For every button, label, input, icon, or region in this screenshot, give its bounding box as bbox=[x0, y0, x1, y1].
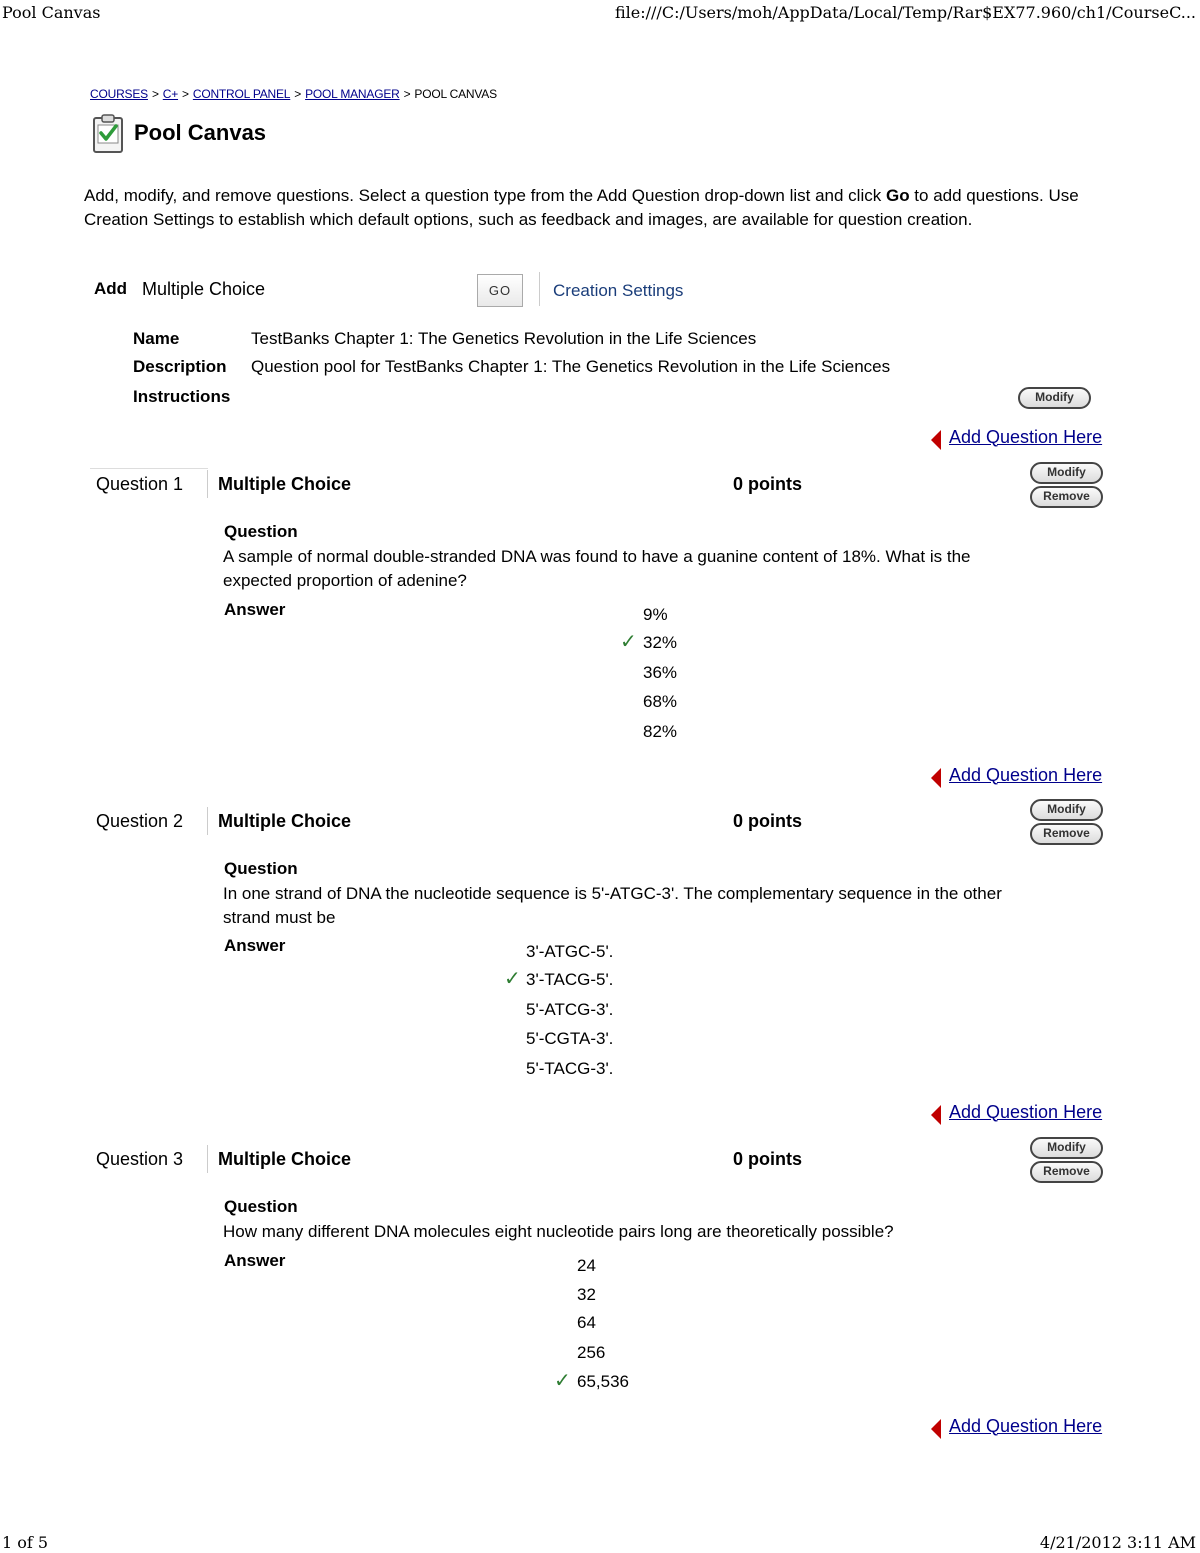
answer-option: 9% bbox=[643, 605, 668, 624]
answer-label: Answer bbox=[224, 936, 286, 955]
print-footer-page: 1 of 5 bbox=[2, 1533, 49, 1552]
add-question-here-link[interactable]: Add Question Here bbox=[949, 1101, 1103, 1122]
question-type-select[interactable]: Multiple Choice bbox=[142, 279, 266, 299]
add-question-here[interactable] bbox=[931, 1413, 1102, 1439]
breadcrumb-separator: > bbox=[294, 87, 302, 101]
question-points: 0 points bbox=[733, 474, 803, 494]
pool-description-value: Question pool for TestBanks Chapter 1: The Genetics Revolution in the Life Sciences bbox=[251, 357, 891, 376]
answer-option-correct: 65,536 bbox=[577, 1372, 629, 1391]
instructions-text-post: to add questions. Use Creation Settings to establish which default options, such as feedback and images, are available for question creation. bbox=[84, 186, 1079, 229]
question-type: Multiple Choice bbox=[218, 811, 352, 831]
question-remove-button[interactable]: Remove bbox=[1030, 823, 1103, 845]
clipboard-check-icon bbox=[92, 114, 122, 152]
answer-option: 64 bbox=[577, 1313, 596, 1332]
question-header-rule bbox=[90, 468, 208, 469]
instructions-text-pre: Add, modify, and remove questions. Select a question type from the Add Question drop-down list and click bbox=[84, 186, 886, 205]
breadcrumb-separator: > bbox=[151, 87, 159, 101]
answer-option: 24 bbox=[577, 1256, 596, 1275]
breadcrumb-current: POOL CANVAS bbox=[414, 87, 497, 101]
question-header-divider bbox=[207, 807, 208, 835]
pool-name-value: TestBanks Chapter 1: The Genetics Revolution in the Life Sciences bbox=[251, 329, 757, 348]
question-modify-button[interactable]: Modify bbox=[1030, 799, 1103, 821]
add-question-here[interactable] bbox=[931, 424, 1102, 450]
red-arrow-left-icon bbox=[931, 768, 941, 788]
pool-instructions-label: Instructions bbox=[133, 387, 231, 406]
question-points: 0 points bbox=[733, 811, 803, 831]
go-button[interactable]: GO bbox=[477, 274, 523, 307]
question-text: A sample of normal double-stranded DNA was found to have a guanine content of 18%. What is the expected proportion of adenine? bbox=[223, 547, 971, 590]
add-question-here-link[interactable]: Add Question Here bbox=[949, 764, 1103, 785]
red-arrow-left-icon bbox=[931, 1419, 941, 1439]
answer-option: 68% bbox=[643, 692, 678, 711]
breadcrumb bbox=[90, 87, 497, 101]
question-label: Question bbox=[224, 859, 298, 878]
answer-option: 5'-TACG-3'. bbox=[526, 1059, 614, 1078]
page-title: Pool Canvas bbox=[134, 120, 267, 145]
pool-name-label: Name bbox=[133, 329, 180, 348]
answer-option: 36% bbox=[643, 663, 678, 682]
instructions-go-word: Go bbox=[885, 186, 910, 205]
red-arrow-left-icon bbox=[931, 1105, 941, 1125]
answer-option: 5'-CGTA-3'. bbox=[526, 1029, 614, 1048]
add-question-here-link[interactable]: Add Question Here bbox=[949, 1415, 1103, 1436]
add-question-here-link[interactable]: Add Question Here bbox=[949, 426, 1103, 447]
page-instructions bbox=[84, 184, 1084, 232]
creation-settings-link[interactable]: Creation Settings bbox=[553, 281, 684, 300]
print-footer-date: 4/21/2012 3:11 AM bbox=[1039, 1533, 1196, 1552]
answer-option: 256 bbox=[577, 1343, 606, 1362]
question-label: Question bbox=[224, 1197, 298, 1216]
question-number: Question 1 bbox=[96, 474, 184, 494]
question-type: Multiple Choice bbox=[218, 1149, 352, 1169]
pool-modify-button[interactable]: Modify bbox=[1018, 387, 1091, 409]
page-header bbox=[92, 114, 266, 152]
answer-option: 3'-ATGC-5'. bbox=[526, 942, 614, 961]
answer-label: Answer bbox=[224, 1251, 286, 1270]
question-remove-button[interactable]: Remove bbox=[1030, 1161, 1103, 1183]
breadcrumb-separator: > bbox=[182, 87, 189, 101]
answer-option: 82% bbox=[643, 722, 678, 741]
breadcrumb-courses[interactable]: COURSES bbox=[90, 87, 148, 101]
question-number: Question 2 bbox=[96, 811, 184, 831]
toolbar-divider bbox=[539, 272, 540, 306]
answer-label: Answer bbox=[224, 600, 286, 619]
breadcrumb-pool-manager[interactable]: POOL MANAGER bbox=[305, 87, 400, 101]
checkmark-icon: ✓ bbox=[620, 631, 637, 653]
question-type: Multiple Choice bbox=[218, 474, 352, 494]
answer-option: 32 bbox=[577, 1285, 596, 1304]
print-header-title: Pool Canvas bbox=[2, 3, 101, 22]
breadcrumb-separator: > bbox=[403, 87, 411, 101]
breadcrumb-control-panel[interactable]: CONTROL PANEL bbox=[192, 87, 291, 101]
question-points: 0 points bbox=[733, 1149, 803, 1169]
question-number: Question 3 bbox=[96, 1149, 184, 1169]
breadcrumb-course[interactable]: C+ bbox=[162, 87, 179, 101]
answer-option-correct: 3'-TACG-5'. bbox=[526, 970, 614, 989]
add-question-here[interactable] bbox=[931, 762, 1102, 788]
add-question-label: Add bbox=[94, 279, 128, 298]
question-text: How many different DNA molecules eight nucleotide pairs long are theoretically possible? bbox=[223, 1222, 894, 1241]
add-question-here[interactable] bbox=[931, 1099, 1102, 1125]
answer-option: 5'-ATCG-3'. bbox=[526, 1000, 614, 1019]
red-arrow-left-icon bbox=[931, 430, 941, 450]
question-label: Question bbox=[224, 522, 298, 541]
question-header-divider bbox=[207, 1145, 208, 1173]
checkmark-icon: ✓ bbox=[504, 968, 521, 990]
checkmark-icon: ✓ bbox=[554, 1370, 571, 1392]
question-remove-button[interactable]: Remove bbox=[1030, 486, 1103, 508]
question-text: In one strand of DNA the nucleotide sequence is 5'-ATGC-3'. The complementary sequence in the other strand must be bbox=[223, 884, 1002, 927]
question-modify-button[interactable]: Modify bbox=[1030, 462, 1103, 484]
answer-option-correct: 32% bbox=[643, 633, 678, 652]
pool-description-label: Description bbox=[133, 357, 227, 376]
print-header-url: file:///C:/Users/moh/AppData/Local/Temp/Rar$EX77.960/ch1/CourseC... bbox=[615, 3, 1196, 22]
question-modify-button[interactable]: Modify bbox=[1030, 1137, 1103, 1159]
question-header-divider bbox=[207, 470, 208, 498]
